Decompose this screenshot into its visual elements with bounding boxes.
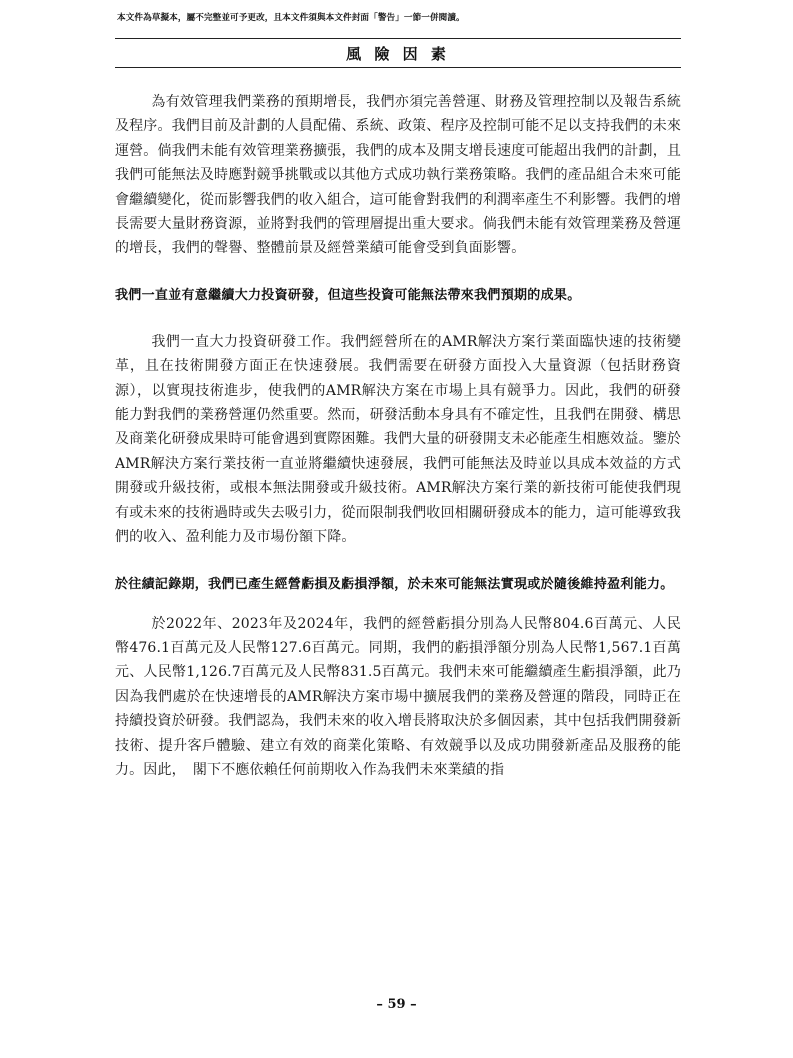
draft-notice: 本文件為草擬本，屬不完整並可予更改，且本文件須與本文件封面「警告」一節一併閱讀。	[117, 13, 465, 23]
title-divider	[115, 67, 681, 68]
risk-heading-rnd: 我們一直並有意繼續大力投資研發，但這些投資可能無法帶來我們預期的成果。	[115, 287, 581, 303]
paragraph-operating-losses: 於2022年、2023年及2024年，我們的經營虧損分別為人民幣804.6百萬元、人民幣476.1百萬元及人民幣127.6百萬元。同期，我們的虧損淨額分別為人民幣1,567.1百萬元、人民幣1,126.7百萬元及人民幣831.5百萬元。我們未來可能繼續產生虧損淨額，此乃因為我們處於在快速增長的AMR解決方案市場中擴展我們的業務及營運的階段，同時正在持續投資於研發。我們認為，我們未來的收入增長將取決於多個因素，其中包括我們開發新技術、提升客戶體驗、建立有效的商業化策略、有效競爭以及成功開發新產品及服務的能力。因此， 閣下不應依賴任何前期收入作為我們未來業績的指	[115, 615, 681, 778]
paragraph-growth-management: 為有效管理我們業務的預期增長，我們亦須完善營運、財務及管理控制以及報告系統及程序。我們目前及計劃的人員配備、系統、政策、程序及控制可能不足以支持我們的未來運營。倘我們未能有效管理業務擴張，我們的成本及開支增長速度可能超出我們的計劃，且我們可能無法及時應對競爭挑戰或以其他方式成功執行業務策略。我們的產品組合未來可能會繼續變化，從而影響我們的收入組合，這可能會對我們的利潤率產生不利影響。我們的增長需要大量財務資源，並將對我們的管理層提出重大要求。倘我們未能有效管理業務及營運的增長，我們的聲譽、整體前景及經營業績可能會受到負面影響。	[115, 94, 681, 257]
risk-heading-losses: 於往績記錄期，我們已產生經營虧損及虧損淨額，於未來可能無法實現或於隨後維持盈利能力。	[115, 576, 674, 592]
header-divider	[115, 38, 681, 39]
section-title: 風 險 因 素	[346, 45, 450, 63]
page-number: – 59 –	[376, 997, 417, 1012]
paragraph-rnd-investment: 我們一直大力投資研發工作。我們經營所在的AMR解決方案行業面臨快速的技術變革，且在技術開發方面正在快速發展。我們需要在研發方面投入大量資源（包括財務資源），以實現技術進步，使我們的AMR解決方案在市場上具有競爭力。因此，我們的研發能力對我們的業務營運仍然重要。然而，研發活動本身具有不確定性，且我們在開發、構思及商業化研發成果時可能會遇到實際困難。我們大量的研發開支未必能產生相應效益。鑒於AMR解決方案行業技術一直並將繼續快速發展，我們可能無法及時並以具成本效益的方式開發或升級技術，或根本無法開發或升級技術。AMR解決方案行業的新技術可能使我們現有或未來的技術過時或失去吸引力，從而限制我們收回相關研發成本的能力，這可能導致我們的收入、盈利能力及市場份額下降。	[115, 333, 681, 546]
document-body	[115, 90, 681, 782]
